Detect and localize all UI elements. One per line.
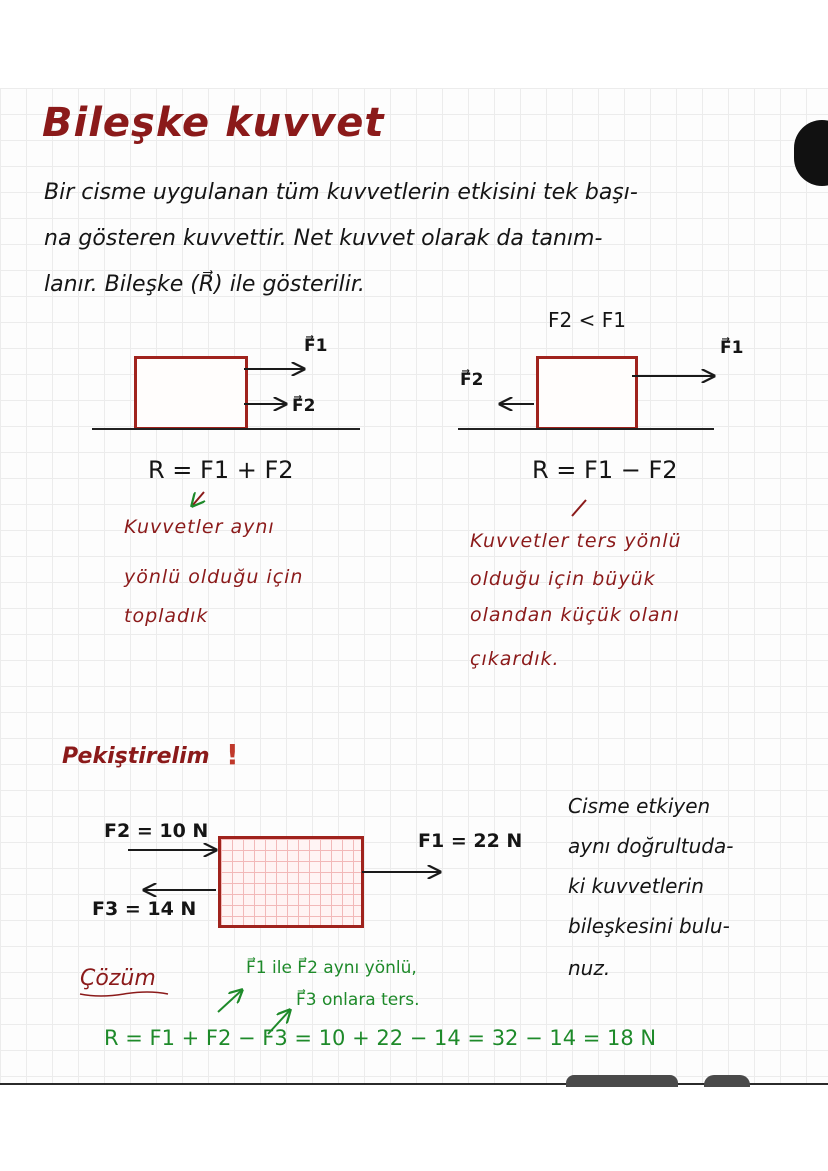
- note-opposite-line-4: çıkardık.: [470, 648, 560, 670]
- definition-line-3: lanır. Bileşke (R⃗) ile gösterilir.: [44, 272, 365, 297]
- solution-hint-1: F⃗1 ile F⃗2 aynı yönlü,: [246, 958, 417, 978]
- condition-label: F2 < F1: [548, 308, 626, 332]
- note-pointer-2: [572, 500, 586, 516]
- f2-label-opposite: F⃗2: [460, 370, 484, 390]
- f2-value-label: F2 = 10 N: [104, 820, 209, 842]
- practice-heading: Pekiştirelim: [62, 744, 210, 769]
- note-opposite-line-2: olduğu için büyük: [470, 568, 656, 590]
- question-line-4: bileşkesini bulu-: [568, 914, 730, 938]
- solution-hint-2: F⃗3 onlara ters.: [296, 990, 420, 1010]
- solution-label: Çözüm: [80, 966, 156, 991]
- note-pointer-1: [192, 492, 204, 506]
- f3-value-label: F3 = 14 N: [92, 898, 197, 920]
- f1-label: F⃗1: [304, 336, 328, 356]
- note-opposite-line-1: Kuvvetler ters yönlü: [470, 530, 682, 552]
- f1-value-label: F1 = 22 N: [418, 830, 523, 852]
- note-same-line-2: yönlü olduğu için: [124, 566, 304, 588]
- question-line-3: ki kuvvetlerin: [568, 874, 704, 898]
- f1-label-opposite: F⃗1: [720, 338, 744, 358]
- solution-underline: [80, 992, 168, 996]
- note-opposite-line-3: olandan küçük olanı: [470, 604, 680, 626]
- hint-pointer-1: [218, 990, 242, 1012]
- note-same-line-3: topladık: [124, 605, 209, 627]
- formula-sum: R = F1 + F2: [148, 456, 294, 484]
- formula-difference: R = F1 − F2: [532, 456, 678, 484]
- question-line-2: aynı doğrultuda-: [568, 834, 734, 858]
- definition-line-1: Bir cisme uygulanan tüm kuvvetlerin etkisini tek başı-: [44, 180, 638, 205]
- definition-line-2: na gösteren kuvvettir. Net kuvvet olarak da tanım-: [44, 226, 603, 251]
- hint-pointer-2: [268, 1010, 290, 1034]
- question-line-1: Cisme etkiyen: [568, 794, 711, 818]
- f2-label: F⃗2: [292, 396, 316, 416]
- question-line-5: nuz.: [568, 956, 611, 980]
- note-same-line-1: Kuvvetler aynı: [124, 516, 275, 538]
- solution-equation: R = F1 + F2 − F3 = 10 + 22 − 14 = 32 − 14 = 18 N: [104, 1026, 657, 1050]
- practice-exclamation: !: [226, 738, 239, 771]
- page-title: Bileşke kuvvet: [42, 100, 385, 146]
